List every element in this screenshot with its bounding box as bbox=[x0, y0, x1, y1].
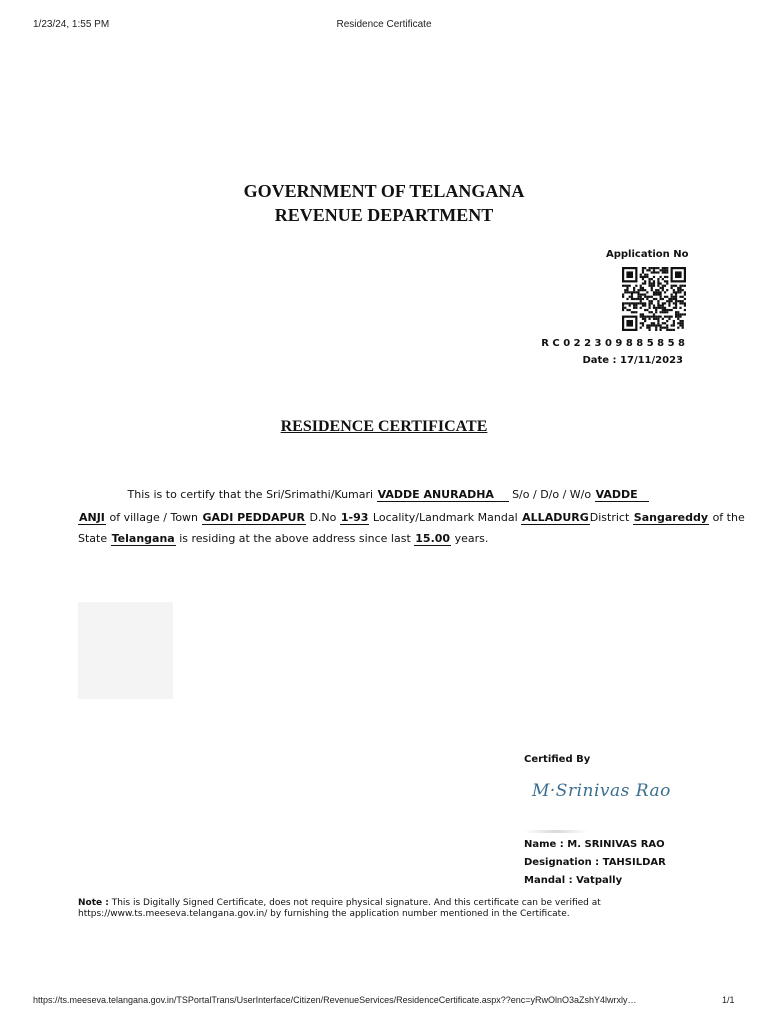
qr-code-icon bbox=[622, 267, 686, 331]
applicant-name: VADDE ANURADHA bbox=[377, 488, 509, 502]
application-number: R C 0 2 2 3 0 9 8 8 5 8 5 8 bbox=[541, 338, 685, 349]
applicant-photo bbox=[78, 602, 173, 699]
years-suffix: years. bbox=[454, 532, 489, 545]
department-title: REVENUE DEPARTMENT bbox=[274, 205, 494, 225]
intro-text: This is to certify that the Sri/Srimathi/Kumari bbox=[127, 488, 374, 501]
certified-by-label: Certified By bbox=[524, 754, 591, 765]
body-line-2 bbox=[78, 511, 745, 525]
residing-text: is residing at the above address since last bbox=[179, 532, 411, 545]
government-title: GOVERNMENT OF TELANGANA bbox=[243, 181, 525, 201]
signature-line bbox=[524, 830, 588, 833]
body-line-1 bbox=[78, 488, 690, 502]
village-value: GADI PEDDAPUR bbox=[202, 511, 305, 524]
officer-designation: Designation : TAHSILDAR bbox=[524, 857, 666, 868]
print-tab-title: Residence Certificate bbox=[336, 19, 432, 30]
locality-label: Locality/Landmark Mandal bbox=[372, 511, 518, 524]
of-the-text: of the bbox=[712, 511, 745, 524]
certificate-title: RESIDENCE CERTIFICATE bbox=[280, 418, 488, 435]
print-timestamp: 1/23/24, 1:55 PM bbox=[33, 19, 110, 30]
application-no-label: Application No bbox=[606, 249, 689, 260]
village-label: of village / Town bbox=[109, 511, 199, 524]
years-value: 15.00 bbox=[415, 532, 451, 545]
relation-label: S/o / D/o / W/o bbox=[512, 488, 592, 501]
dno-value: 1-93 bbox=[340, 511, 369, 524]
district-value: Sangareddy bbox=[633, 511, 709, 524]
relation-name-2: ANJI bbox=[79, 511, 105, 524]
relation-name-1: VADDE bbox=[595, 488, 649, 502]
officer-name: Name : M. SRINIVAS RAO bbox=[524, 839, 665, 850]
state-value: Telangana bbox=[111, 532, 175, 545]
print-page-count: 1/1 bbox=[722, 995, 735, 1005]
officer-mandal: Mandal : Vatpally bbox=[524, 875, 623, 886]
body-line-3 bbox=[78, 532, 690, 546]
print-url: https://ts.meeseva.telangana.gov.in/TSPortalTrans/UserInterface/Citizen/RevenueServices/ResidenceCertificate.aspx??enc=yRwOlnO3aZshY4lwrxly… bbox=[33, 995, 637, 1005]
district-label: District bbox=[589, 511, 630, 524]
certificate-date: Date : 17/11/2023 bbox=[582, 355, 683, 366]
state-label: State bbox=[78, 532, 108, 545]
dno-label: D.No bbox=[309, 511, 337, 524]
note bbox=[78, 898, 698, 920]
note-label: Note : bbox=[78, 898, 109, 908]
signature: M·Srinivas Rao bbox=[532, 781, 671, 801]
note-text: This is Digitally Signed Certificate, does not require physical signature. And this certificate can be verified at https://www.ts.meeseva.telangana.gov.in/ by furnishing the application number mentioned in the Certificate. bbox=[78, 898, 601, 919]
mandal-value: ALLADURG bbox=[522, 511, 589, 524]
